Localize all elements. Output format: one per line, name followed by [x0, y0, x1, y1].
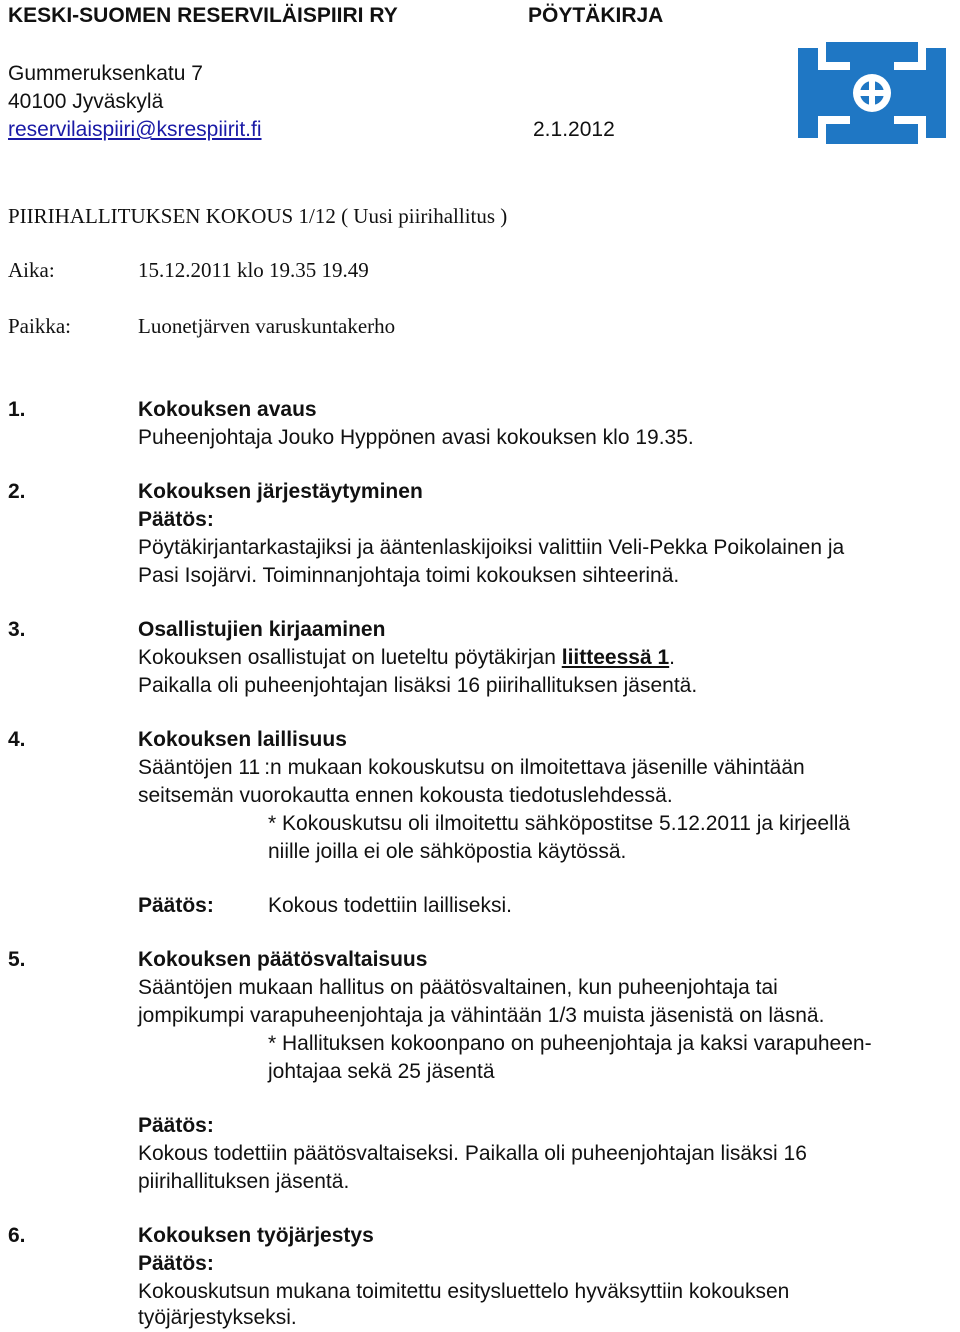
section-text-part: . [669, 646, 676, 669]
meeting-title: PIIRIHALLITUKSEN KOKOUS 1/12 ( Uusi piirihallitus ) [8, 204, 508, 228]
time-value: 15.12.2011 klo 19.35 19.49 [138, 258, 369, 282]
section-text: Sääntöjen mukaan hallitus on päätösvaltainen, kun puheenjohtaja tai [138, 976, 778, 999]
section-text: työjärjestykseksi. [138, 1306, 297, 1329]
place-label: Paikka: [8, 314, 71, 338]
section-number: 2. [8, 480, 26, 503]
section-text [138, 644, 675, 672]
section-text: Kokouskutsun mukana toimitettu esitysluettelo hyväksyttiin kokouksen [138, 1280, 790, 1303]
decision-label: Päätös: [138, 894, 214, 917]
section-note: niille joilla ei ole sähköpostia käytössä. [268, 840, 627, 863]
section-heading: Kokouksen järjestäytyminen [138, 480, 423, 503]
section-note: * Kokouskutsu oli ilmoitettu sähköpostitse 5.12.2011 ja kirjeellä [268, 812, 851, 835]
address-city: 40100 Jyväskylä [8, 90, 164, 113]
time-label: Aika: [8, 258, 55, 282]
place-value: Luonetjärven varuskuntakerho [138, 314, 396, 338]
section-number: 1. [8, 398, 26, 421]
appendix-link[interactable]: liitteessä 1 [561, 646, 670, 669]
section-text: jompikumpi varapuheenjohtaja ja vähintään 1/3 muista jäsenistä on läsnä. [138, 1004, 825, 1027]
section-number: 4. [8, 728, 26, 751]
section-text: seitsemän vuorokautta ennen kokousta tiedotuslehdessä. [138, 784, 673, 807]
section-note: johtajaa sekä 25 jäsentä [268, 1060, 495, 1083]
section-number: 3. [8, 618, 26, 641]
document-date: 2.1.2012 [533, 118, 615, 141]
decision-text: piirihallituksen jäsentä. [138, 1170, 350, 1193]
section-text: Paikalla oli puheenjohtajan lisäksi 16 piirihallituksen jäsentä. [138, 674, 698, 697]
decision-label: Päätös: [138, 1252, 214, 1275]
email-link[interactable]: reservilaispiiri@ksrespiirit.fi [8, 118, 262, 141]
section-text: Pasi Isojärvi. Toiminnanjohtaja toimi kokouksen sihteerinä. [138, 564, 680, 587]
section-heading: Kokouksen avaus [138, 398, 317, 421]
decision-label: Päätös: [138, 508, 214, 531]
section-text-part: Kokouksen osallistujat on lueteltu pöytäkirjan [138, 646, 562, 669]
section-heading: Kokouksen päätösvaltaisuus [138, 948, 428, 971]
section-text-part: Sääntöjen 11 [138, 756, 261, 779]
organization-name: KESKI-SUOMEN RESERVILÄISPIIRI RY [8, 4, 398, 27]
section-heading: Kokouksen laillisuus [138, 728, 347, 751]
section-text: Pöytäkirjantarkastajiksi ja ääntenlaskijoiksi valittiin Veli-Pekka Poikolainen ja [138, 536, 845, 559]
section-text: Puheenjohtaja Jouko Hyppönen avasi kokouksen klo 19.35. [138, 426, 694, 449]
document-type: PÖYTÄKIRJA [528, 4, 664, 27]
decision-text: Kokous todettiin lailliseksi. [268, 894, 512, 917]
section-number: 5. [8, 948, 26, 971]
section-heading: Osallistujien kirjaaminen [138, 618, 386, 641]
decision-label: Päätös: [138, 1114, 214, 1137]
decision-text: Kokous todettiin päätösvaltaiseksi. Paikalla oli puheenjohtajan lisäksi 16 [138, 1142, 807, 1165]
address-street: Gummeruksenkatu 7 [8, 62, 203, 85]
section-note: * Hallituksen kokoonpano on puheenjohtaja ja kaksi varapuheen- [268, 1032, 872, 1055]
section-text [138, 754, 805, 782]
section-text-part: :n mukaan kokouskutsu on ilmoitettava jäsenille vähintään [264, 756, 805, 779]
section-heading: Kokouksen työjärjestys [138, 1224, 374, 1247]
cross-emblem-icon [798, 42, 946, 144]
section-number: 6. [8, 1224, 26, 1247]
